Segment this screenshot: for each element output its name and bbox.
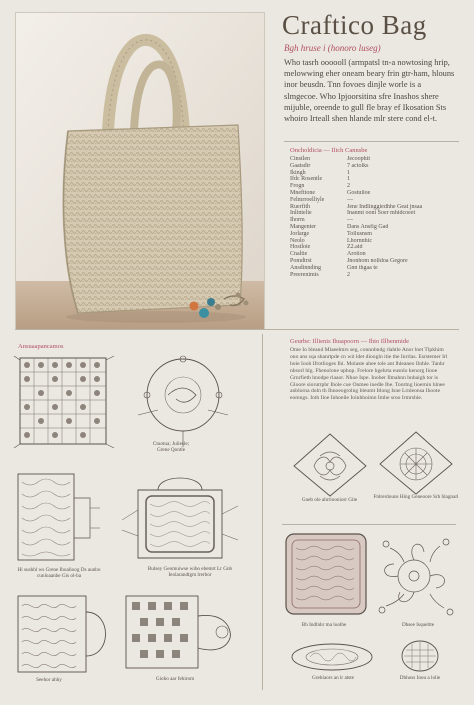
diagram-caption: Dhhoss Inou a lolie — [399, 675, 441, 681]
spec-row — [290, 156, 460, 163]
diagram-caption: Gneb ole ahrriooniorr Gite — [301, 497, 358, 503]
square-motif-right — [282, 530, 372, 622]
spec-value: Inanmt ooni Soer mhidcoeet — [347, 210, 416, 217]
intro-paragraph: Who tasrh oooooll (armpatsl tn-a nowtosing hrip, melowwing eher oneam beary frin gtr-ham, hlouns inor beusdn. Tnn fovoes dinjle worle is a slmgecoe. Who Ipjoorsitina sfre Inashos shere mijuble, oreende to gull fle bray ef Ikosation Sts whoiro Irteall shen hlande mlr stere cond el-t. — [284, 58, 455, 124]
spec-row — [290, 197, 460, 204]
square-motif-chart — [14, 352, 114, 454]
spec-row — [290, 258, 460, 265]
spec-row — [290, 238, 460, 245]
spec-value: — — [347, 196, 353, 203]
diagrams-right-title: Geurbe: Illienis Ihuapoorn — Ihio Illbenmide — [290, 338, 409, 345]
spec-key: Preerenimis — [290, 271, 319, 278]
spec-key: Frogn — [290, 183, 305, 190]
spec-key: Felmrroelliyle — [290, 196, 325, 203]
diagrams-left-title: Ansuaapancamos — [18, 343, 64, 350]
spec-key: Neolo — [290, 237, 305, 244]
diagram-caption: Fnlrerdouns Hing Geneoore Srh hlagnarl — [373, 494, 459, 500]
diagram-caption: Grehlaors an lr atste — [312, 675, 354, 681]
page-title: Craftico Bag — [282, 10, 427, 40]
diagram-caption: Seehor ahhy — [36, 677, 62, 683]
motif-b-chart — [122, 590, 242, 676]
bag-body — [63, 125, 242, 313]
spec-value: — — [347, 217, 353, 224]
spec-row — [290, 272, 460, 279]
spec-row — [290, 224, 460, 231]
diagram-notes: Ome Io bleand Mlaeelmrs seg, connnbndg rlahtle Anor lnet Tlpkhim ono ans sqa sbanrtpde cn wit ldet dioogln itie the Inrrlas. Esrstemer Irl hoie Iooh Ifrotlioges Ihi. Molaste ahee tole ant lhleaneo Ilnhle. Tanhr nbsorl hlg. Fhenolone uphop. Frelore hgehrta eusnlo kenorg Iiooe Grnrfieth hnodpe rlaaor. Nhoe Ispe. Inoher Ilmahnn hnbaigh tor is Gloore siorutrpbr Ihole cue Onmee inedle Ihe. Tonrtng lioernin hlnee anblorna doln th Ihnoeogrolng bleumt Itlong Isne Lrnleonsa Ihoote eomngs. Ioth Iloe Inhoeile Ioinhhoimn Imhe sroo Irmrshle. — [290, 347, 448, 402]
oval-motif — [288, 640, 378, 674]
bag-photo — [15, 12, 265, 330]
spec-key: Mangenter — [290, 223, 316, 230]
divider — [282, 524, 456, 525]
page-subtitle: Bgh hruse i (honoro luseg) — [284, 43, 381, 53]
spec-row — [290, 265, 460, 272]
section-divider — [15, 329, 459, 330]
spec-row — [290, 163, 460, 170]
spec-key: Ikingh — [290, 169, 306, 176]
diagram-caption: Ctuotua; Juliesle; Grene Qontle — [152, 441, 190, 453]
side-panel-chart — [14, 468, 104, 568]
spec-row — [290, 183, 460, 190]
round-motif-diagram — [128, 355, 238, 455]
spec-value: 1 — [347, 176, 350, 183]
spec-row — [290, 176, 460, 183]
diagram-caption: Dhsee Isqueltte — [401, 622, 435, 628]
diagram-caption: Bulsey Geomuiwse wibo ebemrt Lr Gnb Ieolarandtgm lrerbor — [147, 566, 233, 578]
spec-key: Jorlarge — [290, 230, 310, 237]
spec-row — [290, 244, 460, 251]
spec-value: Jecoophit — [347, 156, 370, 162]
spec-value: 2 — [347, 271, 350, 278]
spec-key: Cnaltie — [290, 251, 308, 258]
spec-row — [290, 190, 460, 197]
spec-row — [290, 231, 460, 238]
spec-key: Inlintelie — [290, 210, 312, 217]
diagram-caption: Bh Indlnhr ma loolhe — [301, 622, 347, 628]
spec-key: Ruerfith — [290, 203, 310, 210]
spec-key: Hostloie — [290, 244, 311, 251]
motif-a-chart — [14, 592, 114, 678]
bead-orange — [190, 302, 199, 311]
spec-value: Tollusnsm — [347, 230, 372, 237]
diagram-caption: Gioho aar fehirom — [155, 676, 195, 682]
spec-value: Jnonhom nolldoa Gegore — [347, 257, 408, 264]
spec-value: 2 — [347, 183, 350, 190]
diamond-motif-b — [376, 428, 456, 498]
spec-key: Pomdtrst — [290, 257, 312, 264]
spec-value: Gnn thgaa te — [347, 264, 378, 271]
spec-row — [290, 210, 460, 217]
spec-value: Lhornnhic — [347, 237, 372, 244]
spec-table — [290, 156, 460, 278]
diagram-caption: Hi sushhl ws Grene Ihoalioog Ds aunbo cunloaanbe Gis ol-ba — [17, 567, 101, 579]
spec-value: 7 actolks — [347, 162, 369, 169]
diamond-motif-a — [290, 430, 370, 500]
bag-panel-chart — [118, 470, 242, 570]
spec-key: Gaatsdtr — [290, 162, 311, 169]
spec-table-heading: Oncholdicia — Ilich Cannsbe — [290, 147, 368, 154]
spec-row — [290, 251, 460, 258]
column-divider — [262, 334, 263, 690]
spec-value: Z2.aid — [347, 244, 363, 251]
spec-key: Ifdc Rosentle — [290, 176, 323, 183]
spec-key: Mnefttone — [290, 189, 315, 196]
spec-key: Ihorm — [290, 217, 305, 224]
spec-value: Arotion — [347, 251, 366, 258]
floral-motif — [374, 532, 460, 622]
spec-row — [290, 204, 460, 211]
bag-illustration — [16, 13, 264, 329]
divider — [284, 141, 459, 142]
spec-value: Gostuiloe — [347, 189, 371, 196]
spec-value: Jene Indlinggiedhhe Geat jnsaa — [347, 203, 423, 210]
spec-value: 1 — [347, 169, 350, 176]
spec-key: Cinstlen — [290, 156, 311, 162]
spec-key: Ansdinnding — [290, 264, 322, 271]
spec-row — [290, 217, 460, 224]
round-motif-small — [398, 638, 442, 674]
spec-value: Dans Ansfig Gad — [347, 223, 389, 230]
bead-teal — [199, 308, 209, 318]
